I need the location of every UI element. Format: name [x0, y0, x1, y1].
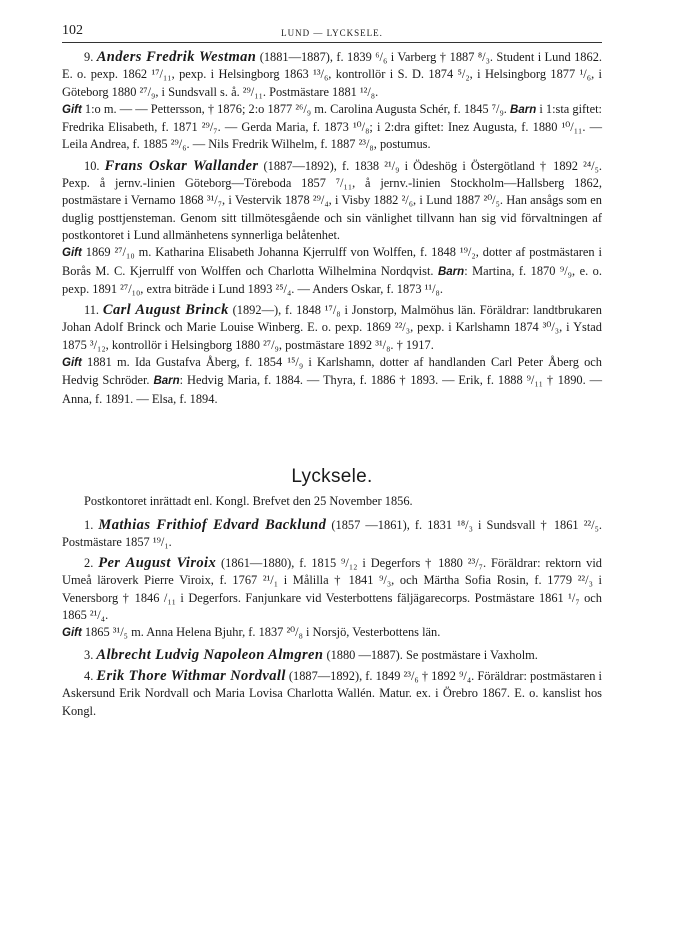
barn-label: Barn	[510, 103, 537, 116]
entry-number: 3.	[84, 647, 94, 662]
person-name: Erik Thore Withmar Nordvall	[96, 667, 286, 684]
entry-number: 10.	[84, 158, 100, 173]
entry-gift	[62, 354, 602, 408]
gift-text: 1:o m. — — Pettersson, † 1876; 2:o 1877 ²⁶/₉ m. Carolina Augusta Schér, f. 1845 ⁷/₉.	[81, 101, 507, 116]
gift-text: 1881 m. Ida Gustafva Åberg, f. 1854 ¹⁵/₉ i Karlshamn, dotter af handlanden Carl Peter Åberg och Hedvig Schröder.	[62, 355, 602, 388]
entry-body: (1861—1880), f. 1815 ⁹/₁₂ i Degerfors † 1880 ²³/₇. Föräldrar: rektorn vid Umeå läroverk Pierre Viroix, f. 1767 ²¹/₁ i Målilla † 1841 ⁹/₃, och Märtha Sofia Rosin, f. 1779 ²²/₃ i Venersborg † 1846 /₁₁ i Degerfors. Fanjunkare vid Vesterbottens fäljägarecorps. Postmästare 1861 ¹/₇ och 1865 ²¹/₄.	[62, 556, 602, 623]
barn-label: Barn	[437, 265, 465, 278]
gift-text: 1869 ²⁷/₁₀ m. Katharina Elisabeth Johanna Kjerrulff von Wolffen, f. 1848 ¹⁹/₂, dotter af postmästaren i Borås M. C. Kjerrulff von Wolffen och Charlotta Wilhelmina Nordqvist.	[62, 245, 602, 278]
lycksele-entry-2	[62, 555, 602, 642]
entry-main	[62, 302, 602, 354]
page-header	[62, 22, 602, 43]
person-name: Per August Viroix	[98, 555, 217, 572]
gift-label: Gift	[62, 357, 82, 370]
entry-number: 9.	[84, 50, 94, 64]
entry-number: 1.	[84, 517, 94, 532]
person-name: Frans Oskar Wallander	[104, 157, 259, 174]
barn-text: : Hedvig Maria, f. 1884. — Thyra, f. 1886 † 1893. — Erik, f. 1888 ⁹/₁₁ † 1890. — Anna, f. 1891. — Elsa, f. 1894.	[62, 373, 602, 406]
lycksele-entry-1	[62, 517, 602, 552]
page-number: 102	[62, 23, 83, 38]
entry-main	[62, 668, 602, 720]
entry-body: (1887—1892), f. 1838 ²¹/₉ i Ödeshög i Östergötland † 1892 ²⁴/₅. Pexp. å jernv.-linien Göteborg—Töreboda 1857 ⁷/₁₁, å jernv.-linien Stockholm—Hallsberg 1862, postmästare i Vernamo 1868 ³¹/₇, i Vestervik 1878 ²⁹/₄, i Visby 1882 ²/₆, i Lund 1887 ²⁰/₅. Han ansågs som en duglig posttjensteman. Genom sitt tillmötesgående och sin vänlighet tillvann han sig vid förvaltningen af postkontoret i Lund allmänhetens synnerliga belåtenhet.	[62, 158, 602, 242]
document-page	[62, 22, 602, 720]
person-name: Anders Fredrik Westman	[96, 49, 257, 65]
lycksele-entry-4	[62, 668, 602, 720]
barn-label: Barn	[153, 375, 180, 388]
section-title: Lycksele.	[291, 465, 373, 487]
running-title: LUND — LYCKSELE.	[281, 28, 383, 38]
entry-gift	[62, 624, 602, 642]
person-name: Mathias Frithiof Edvard Backlund	[98, 516, 327, 533]
entry-main	[62, 647, 602, 664]
gift-text: 1865 ³¹/₅ m. Anna Helena Bjuhr, f. 1837 ²⁰/₈ i Norsjö, Vesterbottens län.	[81, 625, 441, 640]
gift-label: Gift	[62, 103, 82, 116]
entry-gift	[62, 244, 602, 298]
barn-text: : Martina, f. 1870 ⁹/₉, e. o. pexp. 1891 ²⁷/₁₀, extra biträde i Lund 1893 ²⁵/₄. — Anders Oskar, f. 1873 ¹¹/₈.	[62, 263, 602, 296]
entry-body: (1881—1887), f. 1839 ⁶/₆ i Varberg † 1887 ⁸/₃. Student i Lund 1862. E. o. pexp. 1862 ¹⁷/₁₁, pexp. i Helsingborg 1863 ¹³/₆, kontrollör i S. D. 1874 ⁵/₂, i Helsingborg 1877 ¹/₆, i Göteborg 1880 ²⁷/₉, i Sundsvall s. å. ²⁹/₁₁. Postmästare 1881 ¹²/₈.	[62, 50, 602, 99]
entry-main	[62, 555, 602, 624]
person-name: Carl August Brinck	[102, 302, 229, 319]
section-intro: Postkontoret inrättadt enl. Kongl. Brefvet den 25 November 1856.	[84, 494, 413, 509]
lund-entry-10	[62, 158, 602, 298]
entry-main	[62, 517, 602, 552]
lund-entry-9	[62, 49, 602, 154]
entry-body: (1857 —1861), f. 1831 ¹⁸/₃ i Sundsvall † 1861 ²²/₅. Postmästare 1857 ¹⁹/₁.	[62, 517, 603, 549]
gift-label: Gift	[62, 627, 82, 640]
entry-body: (1892—), f. 1848 ¹⁷/₈ i Jonstorp, Malmöhus län. Föräldrar: landtbrukaren Johan Adolf Brinck och Marie Louise Winberg. E. o. pexp. 1869 ²²/₃, pexp. i Karlshamn 1874 ³⁰/₃, i Ystad 1875 ³/₁₂, kontrollör i Helsingborg 1880 ²⁷/₉, postmästare 1892 ³¹/₈. † 1917.	[62, 303, 602, 352]
lund-entry-11	[62, 302, 602, 408]
gift-label: Gift	[62, 247, 82, 260]
barn-text: i 1:sta giftet: Fredrika Elisabeth, f. 1871 ²⁹/₇. — Gerda Maria, f. 1873 ¹⁰/₈; i 2:dra giftet: Inez Augusta, f. 1880 ¹⁰/₁₁. — Leila Andrea, f. 1885 ²⁹/₆. — Nils Fredrik Wilhelm, f. 1887 ²³/₈, postumus.	[62, 101, 602, 152]
entry-number: 4.	[84, 668, 94, 683]
entry-number: 11.	[84, 303, 100, 318]
person-name: Albrecht Ludvig Napoleon Almgren	[96, 646, 324, 663]
entry-main	[62, 49, 602, 101]
entry-number: 2.	[84, 556, 94, 571]
lycksele-entry-3	[62, 647, 602, 664]
entry-body: (1880 —1887). Se postmästare i Vaxholm.	[323, 647, 538, 662]
entry-gift	[62, 101, 602, 154]
entry-main	[62, 158, 602, 244]
entry-body: (1887—1892), f. 1849 ²³/₆ † 1892 ⁹/₄. Föräldrar: postmästaren i Askersund Erik Nordvall och Maria Lovisa Charlotta Wallén. Matur. ex. i Örebro 1867. E. o. kanslist hos Kongl.	[62, 668, 602, 718]
